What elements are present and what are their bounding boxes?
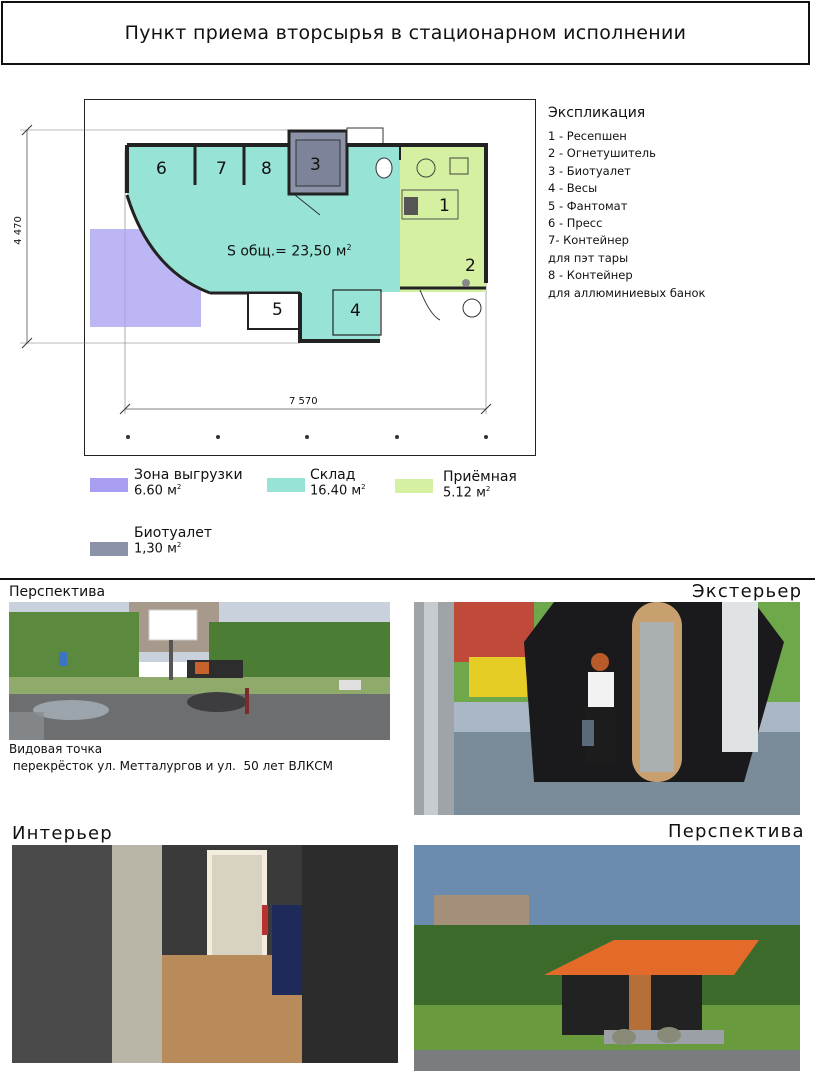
column-markers xyxy=(126,435,488,439)
legend-item-storage xyxy=(310,467,366,498)
room-number-2: 2 xyxy=(465,256,476,276)
extinguisher-icon xyxy=(462,279,470,287)
legend-label: Приёмная xyxy=(443,469,517,485)
total-area-label xyxy=(227,243,352,260)
room-number-7: 7 xyxy=(216,159,227,179)
sink-icon xyxy=(376,158,392,178)
explication-item: 8 - Контейнер xyxy=(548,268,633,283)
section-divider xyxy=(0,578,815,580)
explication-item: для аллюминиевых банок xyxy=(548,285,706,300)
legend-area-sup: 2 xyxy=(176,483,182,491)
legend-label: Склад xyxy=(310,467,356,483)
explication-item: 4 - Весы xyxy=(548,181,598,196)
explication xyxy=(548,105,705,302)
room-number-5: 5 xyxy=(272,300,283,320)
entrance-door xyxy=(420,290,440,320)
legend-swatch-unload xyxy=(90,478,128,492)
legend-area-value: 1,30 м xyxy=(134,541,177,557)
total-area-value: S общ.= 23,50 м xyxy=(227,243,347,260)
total-area-sup: 2 xyxy=(346,243,352,252)
legend-area-value: 16.40 м xyxy=(310,483,362,499)
caption-line: Видовая точка xyxy=(9,742,103,756)
room-number-3: 3 xyxy=(310,155,321,175)
perspective-illustration xyxy=(414,845,800,1071)
explication-item: 2 - Огнетушитель xyxy=(548,146,656,161)
explication-item: 1 - Ресепшен xyxy=(548,129,627,143)
exterior-render xyxy=(414,602,800,815)
room-number-4: 4 xyxy=(350,301,361,321)
explication-item: 3 - Биотуалет xyxy=(548,163,631,178)
column-marker xyxy=(216,435,220,439)
legend-area xyxy=(443,485,517,500)
interior-render xyxy=(12,845,398,1063)
extinguisher-marker xyxy=(463,299,481,317)
legend-area-value: 5.12 м xyxy=(443,485,486,501)
room-number-6: 6 xyxy=(156,159,167,179)
legend-item-unload xyxy=(134,467,243,498)
exterior-illustration xyxy=(414,602,800,815)
street-view-photo xyxy=(9,602,390,740)
legend-swatch-storage xyxy=(267,478,305,492)
explication-title: Экспликация xyxy=(548,105,646,121)
legend-swatch-reception xyxy=(395,479,433,493)
explication-item: 5 - Фантомат xyxy=(548,198,628,213)
legend-item-toilet xyxy=(134,525,212,556)
photo-caption xyxy=(9,741,333,775)
explication-item: 7- Контейнер xyxy=(548,233,629,248)
roof-annex xyxy=(347,128,383,145)
explication-item: для пэт тары xyxy=(548,250,629,265)
legend-area-sup: 2 xyxy=(361,483,366,491)
perspective-render xyxy=(414,845,800,1071)
legend-swatch-toilet xyxy=(90,542,128,556)
perspective2-title: Перспектива xyxy=(668,821,805,842)
room-number-1: 1 xyxy=(439,196,450,216)
explication-item: 6 - Пресс xyxy=(548,216,603,231)
perspective1-title: Перспектива xyxy=(9,584,106,600)
legend-area xyxy=(134,541,212,556)
explication-list xyxy=(548,128,705,302)
legend-area-sup: 2 xyxy=(485,485,491,493)
column-marker xyxy=(305,435,309,439)
interior-illustration xyxy=(12,845,398,1063)
legend-area xyxy=(134,483,243,498)
column-marker xyxy=(395,435,399,439)
qr-code-icon xyxy=(404,197,418,215)
legend-area xyxy=(310,483,366,498)
legend-item-reception xyxy=(443,469,517,500)
exterior-title: Экстерьер xyxy=(692,581,803,602)
legend-label: Биотуалет xyxy=(134,525,213,541)
caption-line: перекрёсток ул. Метталургов и ул. 50 лет ВЛКСМ xyxy=(9,759,333,773)
street-view-illustration xyxy=(9,602,390,740)
interior-title: Интерьер xyxy=(12,823,113,844)
room-number-8: 8 xyxy=(261,159,272,179)
legend-area-value: 6.60 м xyxy=(134,483,177,499)
page-title: Пункт приема вторсырья в стационарном исполнении xyxy=(124,22,687,44)
column-marker xyxy=(126,435,130,439)
dim-width-label: 7 570 xyxy=(289,396,318,407)
legend-area-sup: 2 xyxy=(176,541,182,549)
legend-label: Зона выгрузки xyxy=(134,467,243,483)
dim-height-label: 4 470 xyxy=(12,216,24,245)
column-marker xyxy=(484,435,488,439)
